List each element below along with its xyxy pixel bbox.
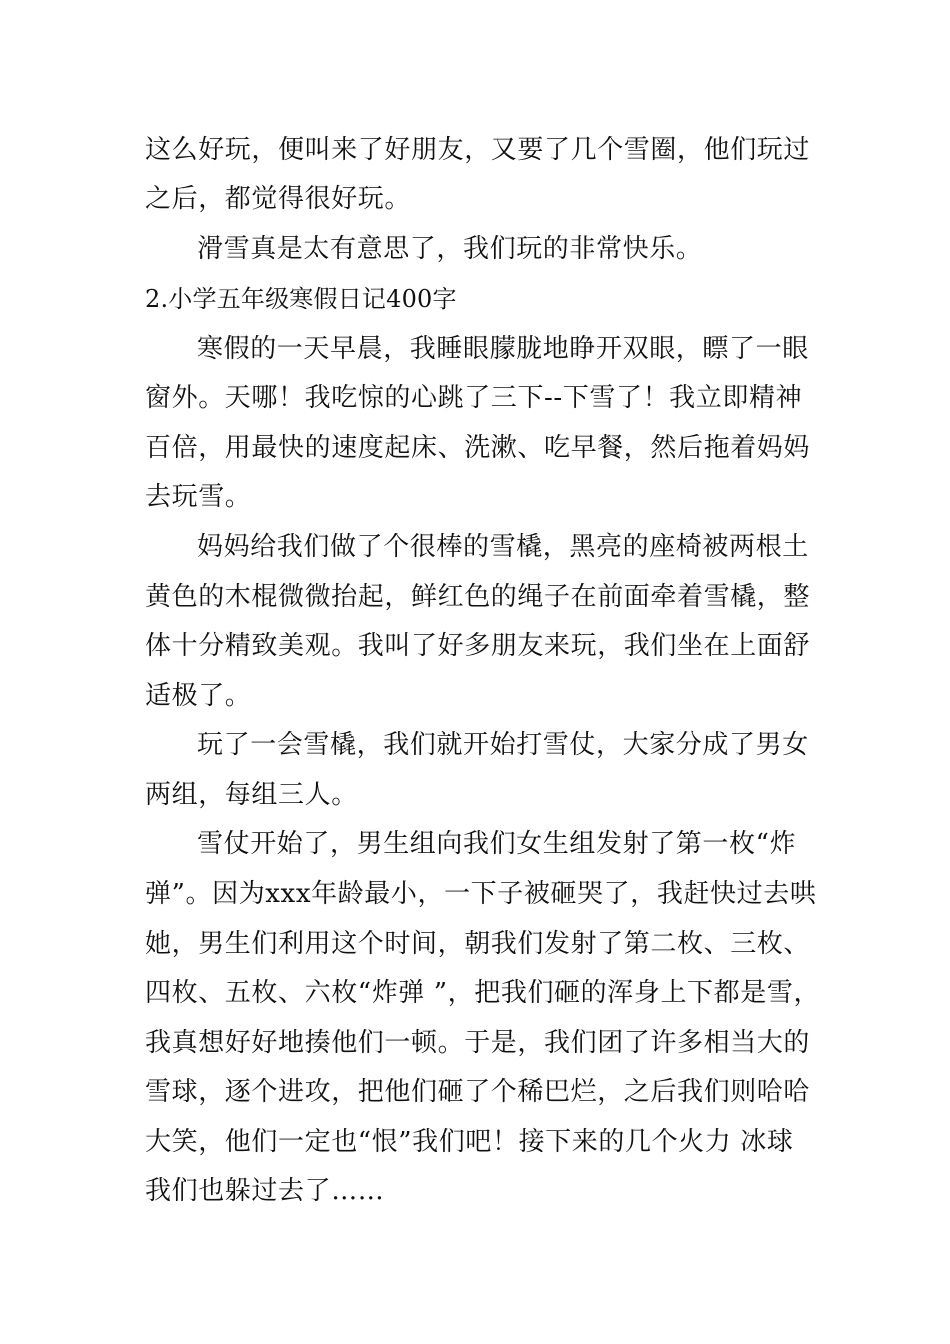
text-line: 百倍，用最快的速度起床、洗漱、吃早餐，然后拖着妈妈 (145, 433, 811, 463)
text-line: 之后，都觉得很好玩。 (145, 184, 412, 214)
paragraph-first-line: 妈妈给我们做了个很棒的雪橇，黑亮的座椅被两根土 (197, 532, 809, 562)
text-line: 体十分精致美观。我叫了好多朋友来玩，我们坐在上面舒 (145, 631, 811, 661)
text-line: 黄色的木棍微微抬起，鲜红色的绳子在前面牵着雪橇，整 (145, 582, 811, 612)
paragraph-first-line: 玩了一会雪橇，我们就开始打雪仗，大家分成了男女 (197, 730, 809, 760)
paragraph-first-line: 雪仗开始了，男生组向我们女生组发射了第一枚“炸 (197, 829, 797, 859)
text-line: 她，男生们利用这个时间，朝我们发射了第二枚、三枚、 (145, 929, 811, 959)
text-line: 我们也躲过去了…… (145, 1176, 385, 1206)
paragraph-first-line: 滑雪真是太有意思了，我们玩的非常快乐。 (197, 234, 703, 264)
text-line: 四枚、五枚、六枚“炸弹 ”，把我们砸的浑身上下都是雪， (145, 978, 821, 1008)
text-line: 大笑，他们一定也“恨”我们吧！接下来的几个火力 冰球 (145, 1127, 794, 1157)
text-line: 弹”。因为xxx年龄最小，一下子被砸哭了，我赶快过去哄 (145, 879, 817, 909)
section-heading: 2.小学五年级寒假日记400字 (145, 285, 457, 313)
text-line: 雪球，逐个进攻，把他们砸了个稀巴烂，之后我们则哈哈 (145, 1077, 811, 1107)
text-line: 这么好玩，便叫来了好朋友，又要了几个雪圈，他们玩过 (145, 135, 811, 165)
text-line: 我真想好好地揍他们一顿。于是，我们团了许多相当大的 (145, 1028, 811, 1058)
text-line: 两组，每组三人。 (145, 780, 358, 810)
text-line: 适极了。 (145, 681, 252, 711)
text-line: 窗外。天哪！我吃惊的心跳了三下--下雪了！我立即精神 (145, 383, 803, 413)
text-line: 去玩雪。 (145, 482, 252, 512)
paragraph-first-line: 寒假的一天早晨，我睡眼朦胧地睁开双眼，瞟了一眼 (197, 334, 809, 364)
